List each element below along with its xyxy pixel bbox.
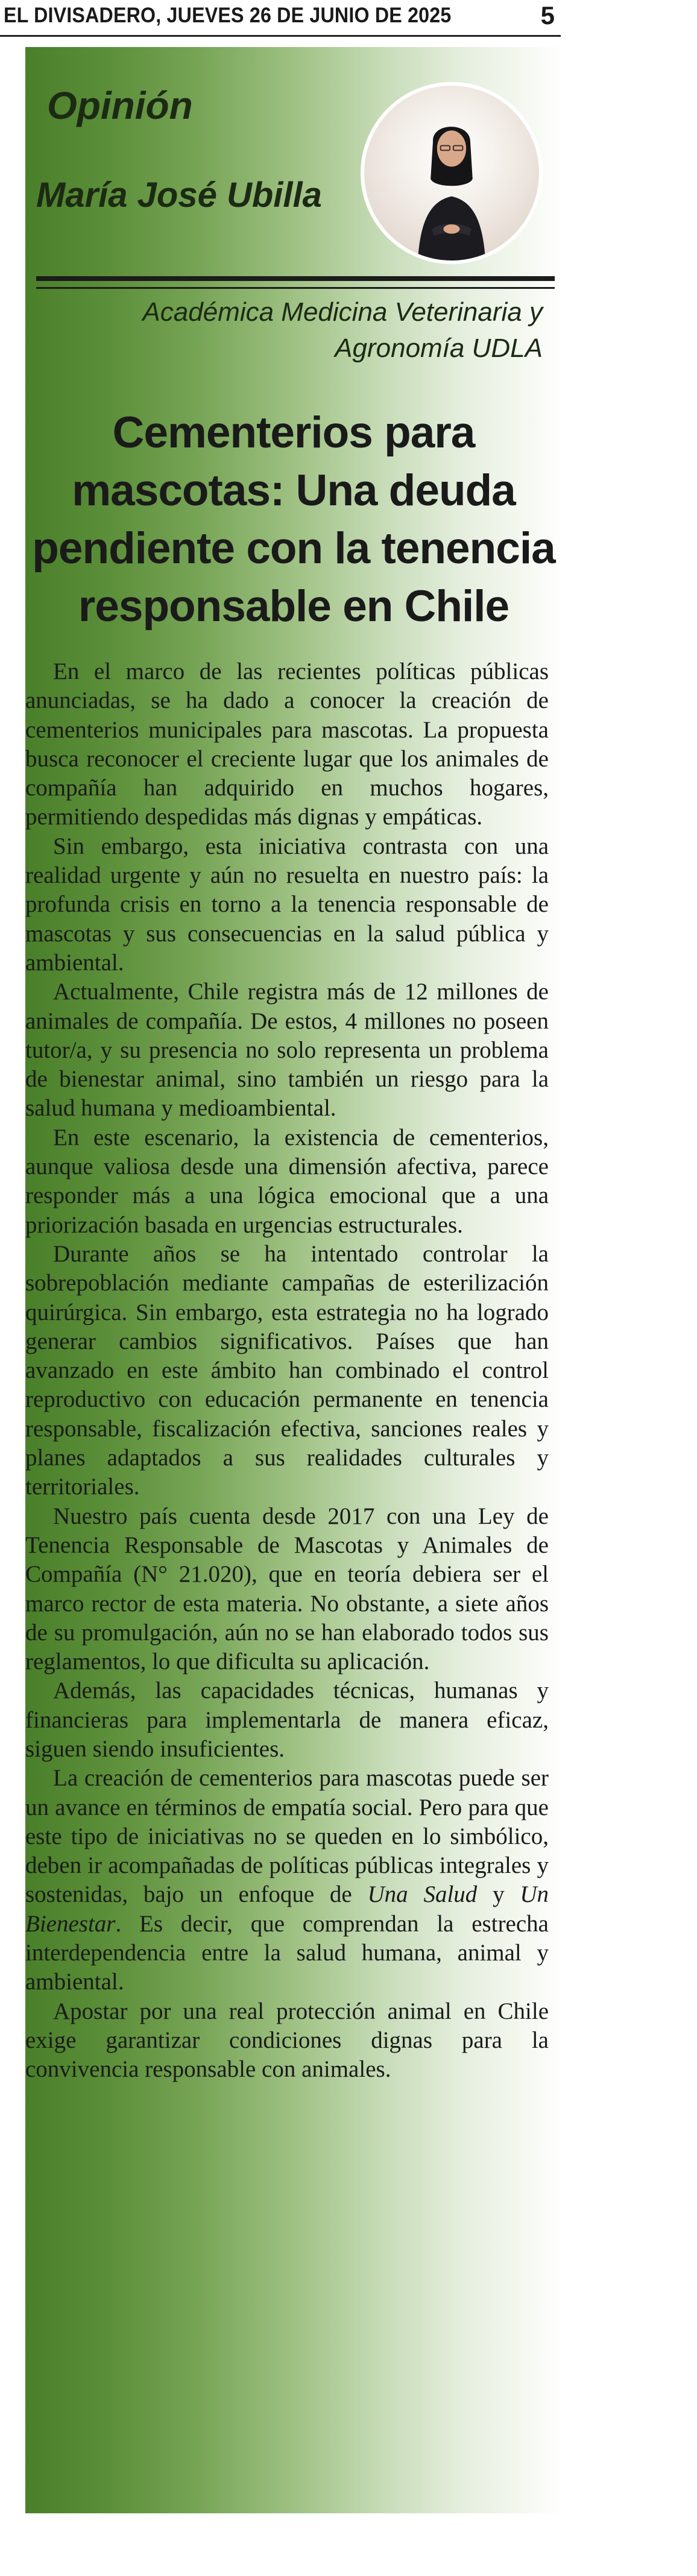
- paragraph-text: La creación de cementerios para mascotas puede ser un avance en términos de empatía social. Pero para que este tipo de iniciativas no se queden en lo simbólico, deben ir acompañadas de políticas públicas integrales y sostenidas, bajo un enfoque de: [25, 1765, 549, 1908]
- newspaper-masthead: [0, 0, 561, 37]
- paragraph: [25, 1764, 549, 1997]
- header-rule-thick: [36, 276, 555, 281]
- paragraph: En este escenario, la existencia de cementerios, aunque valiosa desde una dimensión afectiva, parece responder más a una lógica emocional que a una priorización basada en urgencias estructurales.: [25, 1124, 549, 1238]
- paragraph: Apostar por una real protección animal en Chile exige garantizar condiciones dignas para la convivencia responsable con animales.: [25, 1998, 549, 2083]
- paragraph: Nuestro país cuenta desde 2017 con una Ley de Tenencia Responsable de Mascotas y Animales de Compañía (N° 21.020), que en teoría debiera ser el marco rector de esta materia. No obstante, a siete años de su promulgación, aún no se han elaborado todos sus reglamentos, lo que dificulta su aplicación.: [25, 1503, 549, 1675]
- masthead-date: EL DIVISADERO, JUEVES 26 DE JUNIO DE 2025: [4, 4, 452, 27]
- author-affiliation: Académica Medicina Veterinaria y Agronomía UDLA: [142, 297, 543, 363]
- paragraph: Sin embargo, esta iniciativa contrasta con una realidad urgente y aún no resuelta en nuestro país: la profunda crisis en torno a la tenencia responsable de mascotas y sus consecuencias en la salud pública y ambiental.: [25, 833, 549, 976]
- paragraph: Además, las capacidades técnicas, humanas y financieras para implementarla de manera eficaz, siguen siendo insuficientes.: [25, 1678, 549, 1762]
- paragraph: En el marco de las recientes políticas públicas anunciadas, se ha dado a conocer la creación de cementerios municipales para mascotas. La propuesta busca reconocer el creciente lugar que los animales de compañía han adquirido en muchos hogares, permitiendo despedidas más dignas y empáticas.: [25, 658, 549, 830]
- paragraph-text: . Es decir, que comprendan la estrecha interdependencia entre la salud humana, animal y ambiental.: [25, 1910, 549, 1995]
- emphasis-una-salud: Una Salud: [367, 1881, 478, 1908]
- emphasis-un-bienestar: Un Bienestar: [25, 1881, 549, 1937]
- opinion-column: [25, 47, 562, 2513]
- page-number: 5: [540, 1, 555, 30]
- paragraph: Actualmente, Chile registra más de 12 millones de animales de compañía. De estos, 4 millones no poseen tutor/a, y su presencia no solo representa un problema de bienestar animal, sino también un riesgo para la salud humana y medioambiental.: [25, 979, 549, 1122]
- section-title: Opinión: [47, 84, 193, 127]
- header-rule-thin: [36, 287, 555, 289]
- author-photo: [361, 82, 543, 264]
- article-body: [25, 657, 549, 2085]
- paragraph: Durante años se ha intentado controlar la sobrepoblación mediante campañas de esterilización quirúrgica. Sin embargo, esta estrategia no ha logrado generar cambios significativos. Países que han avanzado en este ámbito han combinado el control reproductivo con educación permanente en tenencia responsable, fiscalización efectiva, sanciones reales y planes adaptados a sus realidades culturales y territoriales.: [25, 1240, 549, 1500]
- article-headline: Cementerios para mascotas: Una deuda pendiente con la tenencia responsable en Chile: [32, 408, 555, 631]
- author-portrait-icon: [364, 86, 539, 260]
- author-name: María José Ubilla: [36, 175, 322, 215]
- paragraph-text: y: [477, 1881, 520, 1908]
